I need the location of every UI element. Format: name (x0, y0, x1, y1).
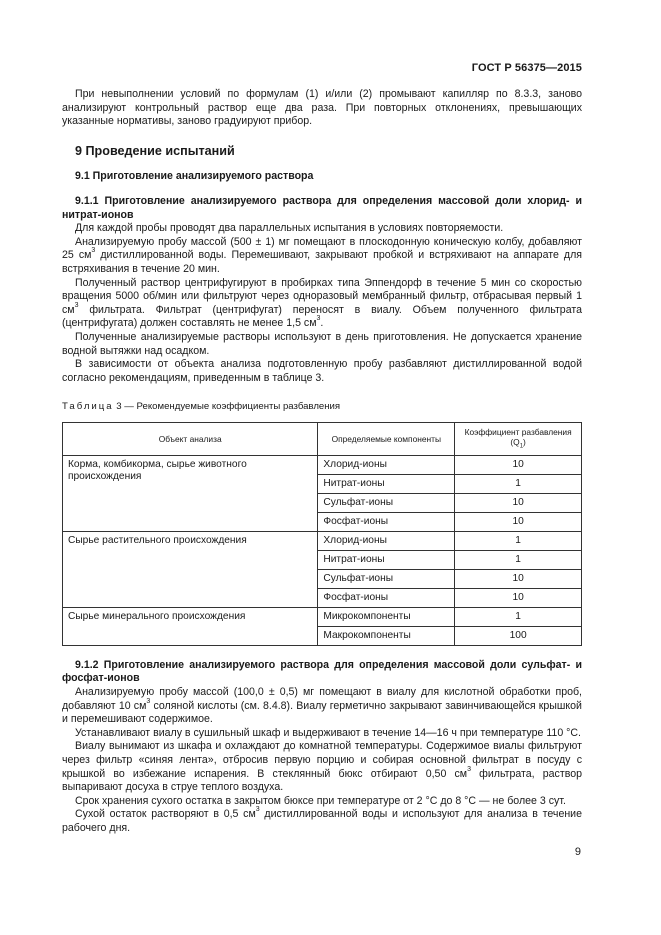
table-header-row (63, 422, 582, 455)
header-object: Объект анализа (63, 422, 318, 455)
coef-cell: 1 (455, 550, 582, 569)
paragraph-9-1-1-2: Анализируемую пробу массой (500 ± 1) мг помещают в плоскодонную коническую колбу, добавляют 25 $см^3$ дистиллированной воды. Перемешивают, закрывают пробкой и встряхивают на аппарате для встряхивания в течение 20 мин. (62, 235, 583, 275)
coef-cell: 10 (455, 493, 582, 512)
component-cell: Хлорид-ионы (318, 531, 455, 550)
table-row (63, 607, 582, 626)
coef-cell: 10 (455, 455, 582, 474)
coef-cell: 1 (455, 607, 582, 626)
header-coefficient: Коэффициент разбавления $(Q_1)$ (455, 422, 582, 455)
page-number: 9 (574, 846, 581, 858)
component-cell: Хлорид-ионы (318, 455, 455, 474)
paragraph-9-1-2-1: Анализируемую пробу массой (100,0 ± 0,5) мг помещают в виалу для кислотной обработки проб, добавляют 10 $см^3$ соляной кислоты (см. 8.4.8). Виалу герметично закрывают завинчивающейся крышкой и перемешивают содержимое. (62, 686, 582, 726)
table-row (63, 455, 582, 474)
dilution-table (62, 422, 582, 646)
subsection-9-1-2-heading: 9.1.2 Приготовление анализируемого раствора для определения массовой доли сульфат- и фосфат-ионов (62, 658, 582, 685)
paragraph-9-1-2-3: Виалу вынимают из шкафа и охлаждают до комнатной температуры. Содержимое виалы фильтруют через фильтр «синяя лента», отбросив первую порцию и собирая основной фильтрат в посуду с крышкой во избежание испарения. В стеклянный бюкс отбирают 0,50 $см^3$ фильтрата, раствор выпаривают досуха в струе теплого воздуха. (62, 740, 582, 794)
object-cell: Корма, комбикорма, сырье животного происхождения (63, 455, 318, 531)
coef-cell: 1 (455, 474, 582, 493)
paragraph-9-1-2-4: Срок хранения сухого остатка в закрытом бюксе при температуре от 2 °С до 8 °С — не более 3 сут. (75, 794, 566, 807)
subsection-9-1-heading: 9.1 Приготовление анализируемого раствора (75, 170, 314, 183)
component-cell: Фосфат-ионы (318, 588, 455, 607)
document-standard-id: ГОСТ Р 56375—2015 (471, 62, 582, 74)
coef-cell: 10 (455, 588, 582, 607)
intro-paragraph: При невыполнении условий по формулам (1) и/или (2) промывают капилляр по 8.3.3, заново анализируют контрольный раствор еще два раза. При повторных отклонениях, превышающих указанные нормативы, заново градуируют прибор. (62, 88, 582, 128)
coef-cell: 10 (455, 512, 582, 531)
object-cell: Сырье минерального происхождения (63, 607, 318, 645)
coef-cell: 1 (455, 531, 582, 550)
component-cell: Сульфат-ионы (318, 569, 455, 588)
table-row (63, 531, 582, 550)
component-cell: Макрокомпоненты (318, 626, 455, 645)
paragraph-9-1-2-5: Сухой остаток растворяют в 0,5 $см^3$ дистиллированной воды и используют для анализа в течение рабочего дня. (62, 806, 582, 834)
coef-cell: 10 (455, 569, 582, 588)
paragraph-9-1-2-2: Устанавливают виалу в сушильный шкаф и выдерживают в течение 14—16 ч при температуре 110 °С. (75, 726, 581, 739)
component-cell: Микрокомпоненты (318, 607, 455, 626)
component-cell: Фосфат-ионы (318, 512, 455, 531)
paragraph-9-1-1-1: Для каждой пробы проводят два параллельных испытания в условиях повторяемости. (75, 222, 504, 235)
paragraph-9-1-1-5: В зависимости от объекта анализа подготовленную пробу разбавляют дистиллированной водой согласно рекомендациям, приведенным в таблице 3. (62, 358, 582, 384)
table-3-caption: Таблица 3 — Рекомендуемые коэффициенты разбавления (62, 401, 341, 413)
component-cell: Нитрат-ионы (318, 550, 455, 569)
section-9-heading: 9 Проведение испытаний (75, 143, 235, 158)
paragraph-9-1-1-3: Полученный раствор центрифугируют в пробирках типа Эппендорф в течение 5 мин со скоростью вращения 5000 об/мин или фильтруют через одноразовый мембранный фильтр, отбрасывая первый 1 $см^3$ фильтрата. Фильтрат (центрифугат) переносят в виалу. Объем полученного фильтрата (центрифугата) должен составлять не менее 1,5 $см^3$. (62, 276, 582, 330)
header-components: Определяемые компоненты (318, 422, 455, 455)
component-cell: Сульфат-ионы (318, 493, 455, 512)
subsection-9-1-1-heading: 9.1.1 Приготовление анализируемого раствора для определения массовой доли хлорид- и нитрат-ионов (62, 194, 582, 221)
object-cell: Сырье растительного происхождения (63, 531, 318, 607)
paragraph-9-1-1-4: Полученные анализируемые растворы используют в день приготовления. Не допускается хранение водной вытяжки над осадком. (62, 330, 582, 357)
component-cell: Нитрат-ионы (318, 474, 455, 493)
page-content (62, 88, 582, 836)
coef-cell: 100 (455, 626, 582, 645)
